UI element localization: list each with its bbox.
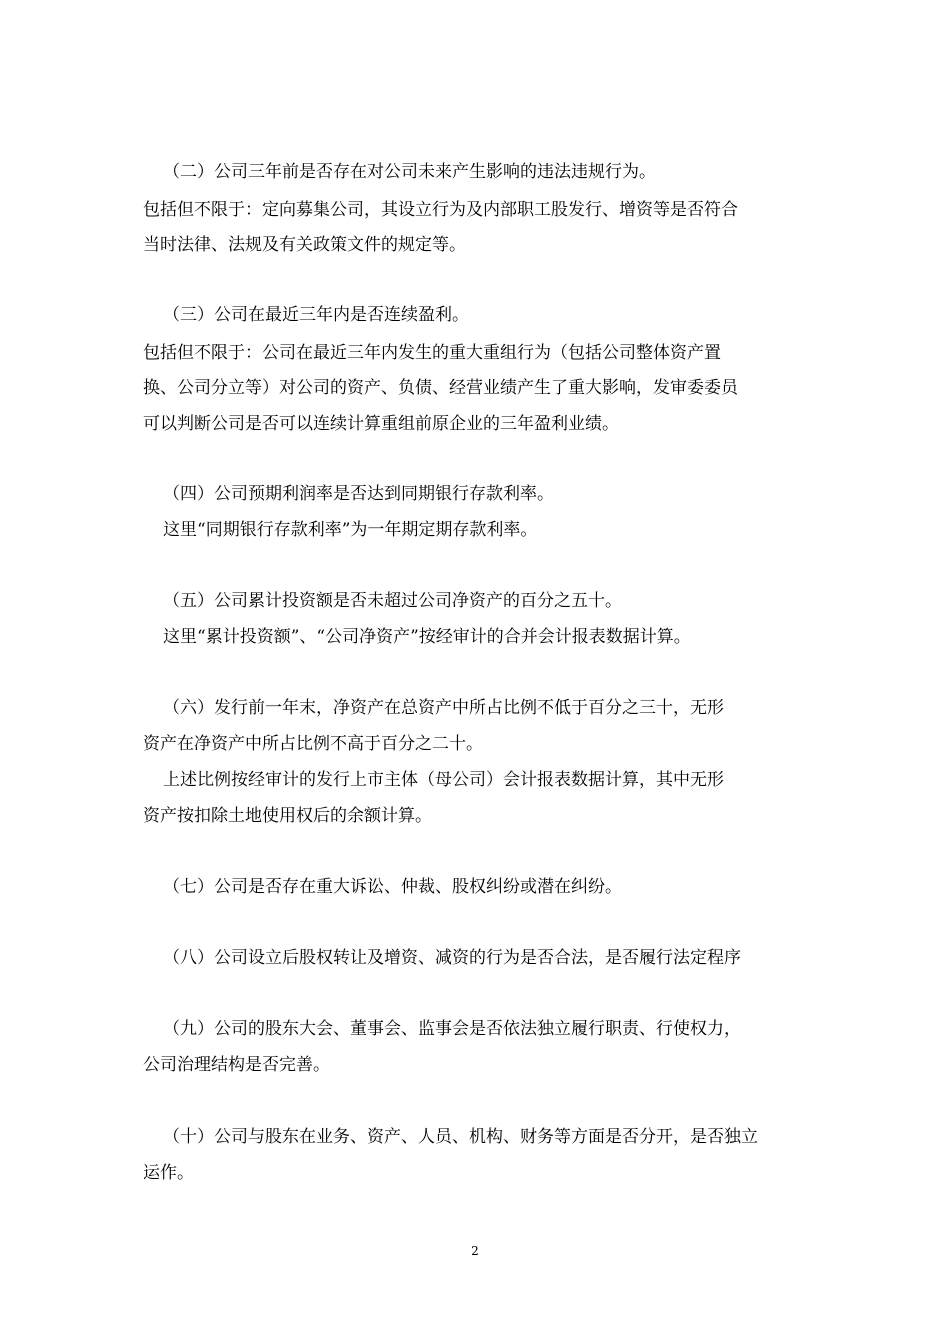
section-4-body-line-1: 这里“同期银行存款利率”为一年期定期存款利率。 xyxy=(163,520,538,540)
section-9-heading-line-1: （九）公司的股东大会、董事会、监事会是否依法独立履行职责、行使权力， xyxy=(163,1019,741,1039)
section-3-body-line-3: 可以判断公司是否可以连续计算重组前原企业的三年盈利业绩。 xyxy=(143,414,619,434)
page-number: 2 xyxy=(471,1244,479,1258)
section-5-body-line-1: 这里“累计投资额”、“公司净资产”按经审计的合并会计报表数据计算。 xyxy=(163,627,691,647)
section-3-heading: （三）公司在最近三年内是否连续盈利。 xyxy=(163,305,469,325)
section-8-heading: （八）公司设立后股权转让及增资、减资的行为是否合法，是否履行法定程序 xyxy=(163,948,741,968)
section-2-body-line-2: 当时法律、法规及有关政策文件的规定等。 xyxy=(143,235,466,255)
section-6-body-line-2: 资产按扣除土地使用权后的余额计算。 xyxy=(143,806,432,826)
section-6-heading-line-2: 资产在净资产中所占比例不高于百分之二十。 xyxy=(143,734,483,754)
section-10-heading-line-1: （十）公司与股东在业务、资产、人员、机构、财务等方面是否分开，是否独立 xyxy=(163,1127,758,1147)
section-3-body-line-1: 包括但不限于：公司在最近三年内发生的重大重组行为（包括公司整体资产置 xyxy=(143,343,721,363)
section-6-body-line-1: 上述比例按经审计的发行上市主体（母公司）会计报表数据计算，其中无形 xyxy=(163,770,724,790)
section-2-body-line-1: 包括但不限于：定向募集公司，其设立行为及内部职工股发行、增资等是否符合 xyxy=(143,200,738,220)
section-2-heading: （二）公司三年前是否存在对公司未来产生影响的违法违规行为。 xyxy=(163,162,656,182)
section-6-heading-line-1: （六）发行前一年末，净资产在总资产中所占比例不低于百分之三十，无形 xyxy=(163,698,724,718)
section-9-heading-line-2: 公司治理结构是否完善。 xyxy=(143,1055,330,1075)
section-3-body-line-2: 换、公司分立等）对公司的资产、负债、经营业绩产生了重大影响，发审委委员 xyxy=(143,378,738,398)
section-4-heading: （四）公司预期利润率是否达到同期银行存款利率。 xyxy=(163,484,554,504)
section-10-heading-line-2: 运作。 xyxy=(143,1163,194,1183)
section-7-heading: （七）公司是否存在重大诉讼、仲裁、股权纠纷或潜在纠纷。 xyxy=(163,877,622,897)
section-5-heading: （五）公司累计投资额是否未超过公司净资产的百分之五十。 xyxy=(163,591,622,611)
